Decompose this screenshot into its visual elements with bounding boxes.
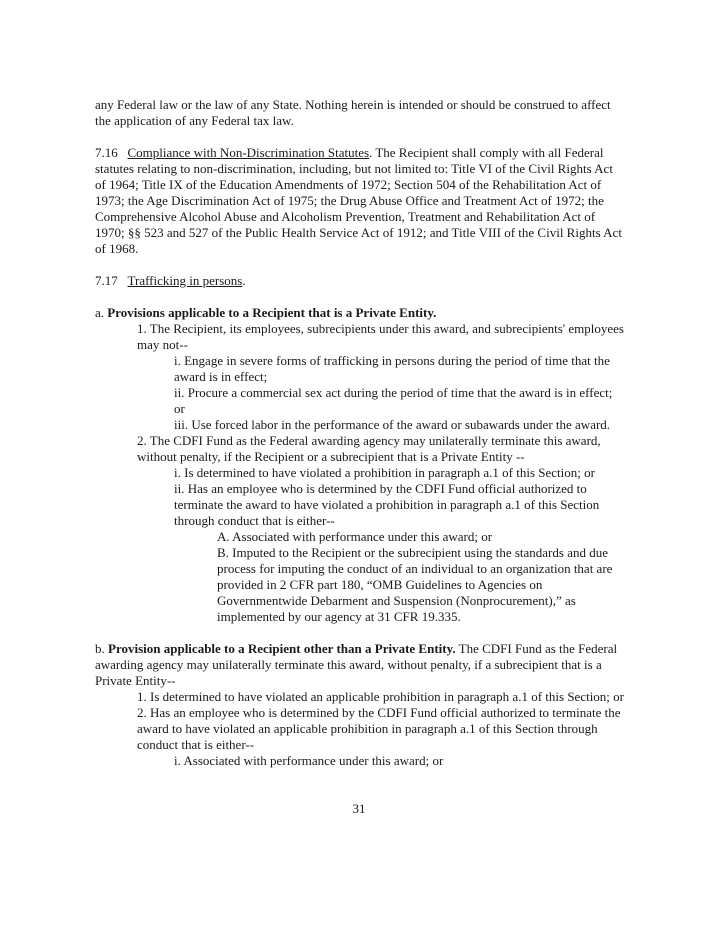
section-7-17-number: 7.17 — [95, 273, 118, 288]
subsection-a-title: Provisions applicable to a Recipient that is a Private Entity. — [107, 305, 437, 320]
subsection-b-title: Provision applicable to a Recipient other than a Private Entity. — [108, 641, 456, 656]
section-7-17-heading: Trafficking in persons — [127, 273, 243, 288]
a-item-2: 2. The CDFI Fund as the Federal awarding agency may unilaterally terminate this award, without penalty, if the Recipient or a subrecipient that is a Private Entity -- — [137, 433, 601, 464]
document-body — [95, 97, 625, 769]
section-7-17 — [95, 273, 625, 289]
section-7-16-heading: Compliance with Non-Discrimination Statutes — [127, 145, 370, 160]
intro-paragraph: any Federal law or the law of any State. Nothing herein is intended or should be construed to affect the application of any Federal tax law. — [95, 97, 611, 128]
section-7-16-text: . The Recipient shall comply with all Federal statutes relating to non-discrimination, including, but not limited to: Title VI of the Civil Rights Act of 1964; Title IX of the Education Amendments of 1972; Section 504 of the Rehabilitation Act of 1973; the Age Discrimination Act of 1975; the Drug Abuse Office and Treatment Act of 1972; the Comprehensive Alcohol Abuse and Alcoholism Prevention, Treatment and Rehabilitation Act of 1970; §§ 523 and 527 of the Public Health Service Act of 1912; and Title VIII of the Civil Rights Act of 1968. — [95, 145, 622, 256]
page-number: 31 — [352, 801, 366, 816]
a-item-1-iii: iii. Use forced labor in the performance of the award or subawards under the award. — [174, 417, 611, 432]
subsection-a-prefix: a. — [95, 305, 108, 320]
section-7-17-heading-tail: . — [242, 273, 246, 288]
b-item-1: 1. Is determined to have violated an applicable prohibition in paragraph a.1 of this Section; or — [137, 689, 624, 704]
a-item-1: 1. The Recipient, its employees, subrecipients under this award, and subrecipients' employees may not-- — [137, 321, 624, 352]
subsection-b — [95, 641, 625, 689]
a-item-2-ii-B: B. Imputed to the Recipient or the subrecipient using the standards and due process for imputing the conduct of an individual to an organization that are provided in 2 CFR part 180, “OMB Guidelines to Agencies on Governmentwide Debarment and Suspension (Nonprocurement),” as implemented by our agency at 31 CFR 19.335. — [217, 545, 613, 624]
a-item-1-ii: ii. Procure a commercial sex act during the period of time that the award is in effect; or — [174, 385, 613, 416]
a-item-2-i: i. Is determined to have violated a prohibition in paragraph a.1 of this Section; or — [174, 465, 595, 480]
section-7-16-number: 7.16 — [95, 145, 118, 160]
b-item-2-i: i. Associated with performance under this award; or — [174, 753, 444, 768]
a-item-2-ii: ii. Has an employee who is determined by the CDFI Fund official authorized to terminate the award to have violated a prohibition in paragraph a.1 of this Section through conduct that is either-- — [174, 481, 600, 528]
subsection-a — [95, 305, 625, 321]
a-item-1-i: i. Engage in severe forms of trafficking in persons during the period of time that the award is in effect; — [174, 353, 610, 384]
subsection-b-text: The CDFI Fund as the Federal awarding agency may unilaterally terminate this award, without penalty, if a subrecipient that is a Private Entity-- — [95, 641, 618, 688]
section-7-16 — [95, 145, 625, 257]
b-item-2: 2. Has an employee who is determined by the CDFI Fund official authorized to terminate the award to have violated an applicable prohibition in paragraph a.1 of this Section through conduct that is either-- — [137, 705, 621, 752]
subsection-b-prefix: b. — [95, 641, 108, 656]
a-item-2-ii-A: A. Associated with performance under this award; or — [217, 529, 493, 544]
